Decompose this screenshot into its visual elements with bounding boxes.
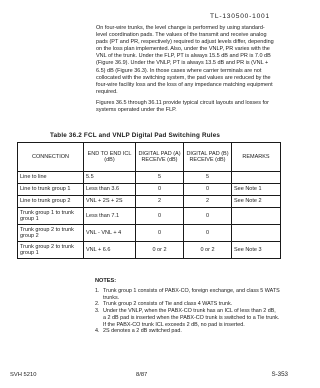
cell-pad-b: 5: [184, 172, 232, 184]
cell-remarks: [232, 208, 281, 225]
table-row: [18, 225, 281, 242]
note-item: [95, 308, 280, 328]
header-pad-b: DIGITAL PAD (B) RECEIVE (dB): [184, 143, 232, 172]
cell-pad-a: 5: [136, 172, 184, 184]
note-text: Under the VNLP, when the PABX-CO trunk has an ICL of less than 2 dB, a 2 dB pad is inserted when the PABX-CO trunk is switched to a Tie trunk. If the PABX-CO trunk ICL exceeds 2 dB, no pad is inserted.: [103, 308, 280, 328]
cell-icl: VNL - VNL + 4: [84, 225, 136, 242]
footer-doc-code: SVH 5210: [10, 372, 37, 378]
document-id: TL-130500-1001: [210, 13, 270, 20]
table-row: [18, 208, 281, 225]
table-header-row: [18, 143, 281, 172]
intro-paragraph-1: On four-wire trunks, the level change is performed by using standard-level coordination pads. The values of the transmit and receive analog pads (PT and PR, respectively) required to adjust levels differ, depending on the loss plan implemented. Also, under the VNLP, PR varies with the VNL of the trunk. Under the FLP, PT is always 15.5 dB and PR is 7.0 dB (Figure 36.9). Under the VNLP, PT is always 13.5 dB and PR is (VNL + 6.5) dB (Figure 36.3). In those cases where carrier terminals are not collocated with the switching system, the pad values are reduced by the four-wire facility loss and the loss of any impedance matching equipment required.: [96, 25, 274, 95]
table-row: [18, 242, 281, 259]
cell-icl: VNL + 2S + 2S: [84, 196, 136, 208]
cell-connection: Line to trunk group 2: [18, 196, 84, 208]
cell-remarks: [232, 172, 281, 184]
cell-connection: Trunk group 2 to trunk group 2: [18, 225, 84, 242]
cell-remarks: See Note 1: [232, 184, 281, 196]
note-number: 1.: [95, 288, 100, 294]
cell-connection: Trunk group 1 to trunk group 1: [18, 208, 84, 225]
cell-icl: VNL + 6.6: [84, 242, 136, 259]
cell-pad-b: 0: [184, 208, 232, 225]
cell-connection: Line to trunk group 1: [18, 184, 84, 196]
cell-connection: Line to line: [18, 172, 84, 184]
table-row: [18, 184, 281, 196]
header-connection: CONNECTION: [18, 143, 84, 172]
cell-pad-b: 0: [184, 225, 232, 242]
cell-icl: Less than 7.1: [84, 208, 136, 225]
footer-date: 8/87: [136, 372, 148, 378]
cell-remarks: [232, 225, 281, 242]
table-row: [18, 196, 281, 208]
cell-remarks: See Note 3: [232, 242, 281, 259]
note-number: 2.: [95, 301, 100, 308]
intro-text: [96, 25, 274, 118]
intro-paragraph-2: Figures 36.5 through 36.11 provide typical circuit layouts and losses for systems operated under the FLP.: [96, 99, 269, 114]
note-number: 3.: [95, 308, 100, 315]
table-row: [18, 172, 281, 184]
note-number: 4.: [95, 328, 100, 335]
header-remarks: REMARKS: [232, 143, 281, 172]
note-text: Trunk group 1 consists of PABX-CO, foreign exchange, and class 5 WATS trunks.: [103, 288, 280, 301]
cell-pad-b: 2: [184, 196, 232, 208]
cell-icl: Less than 3.6: [84, 184, 136, 196]
note-item: [95, 301, 280, 308]
cell-connection: Trunk group 2 to trunk group 1: [18, 242, 84, 259]
header-pad-a: DIGITAL PAD (A) RECEIVE (dB): [136, 143, 184, 172]
notes-label: NOTES:: [95, 278, 117, 284]
header-icl: END TO END ICL (dB): [84, 143, 136, 172]
cell-remarks: See Note 2: [232, 196, 281, 208]
footer-page-number: S-353: [271, 371, 288, 378]
table-title: Table 36.2 FCL and VNLP Digital Pad Switching Rules: [50, 132, 221, 139]
pad-switching-table: [17, 142, 281, 259]
cell-pad-a: 0: [136, 208, 184, 225]
note-text: Trunk group 2 consists of Tie and class 4 WATS trunk.: [103, 301, 233, 308]
cell-pad-b: 0: [184, 184, 232, 196]
cell-pad-a: 0: [136, 225, 184, 242]
cell-pad-a: 0: [136, 184, 184, 196]
cell-icl: 5.5: [84, 172, 136, 184]
note-item: [95, 328, 280, 335]
cell-pad-a: 0 or 2: [136, 242, 184, 259]
note-text: 2S denotes a 2 dB switched pad.: [103, 328, 182, 335]
notes-list: [95, 288, 280, 335]
note-item: [95, 288, 280, 301]
cell-pad-b: 0 or 2: [184, 242, 232, 259]
cell-pad-a: 2: [136, 196, 184, 208]
